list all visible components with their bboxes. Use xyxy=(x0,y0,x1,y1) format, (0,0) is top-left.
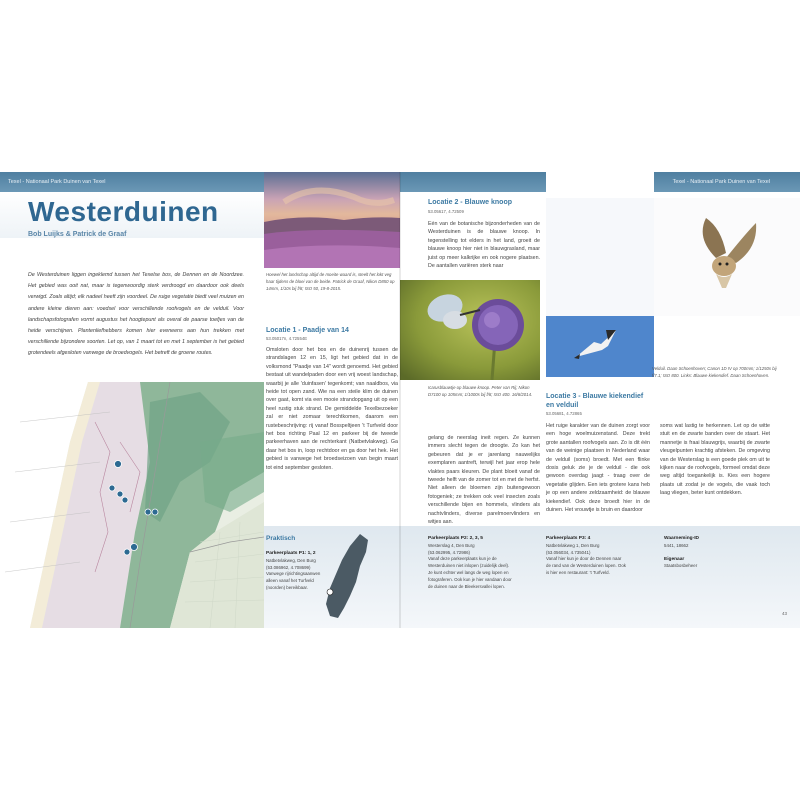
parking-p2-line: de duinen naar de Bleekersvallei lopen. xyxy=(428,583,505,589)
parking-p1-line: (53.086962, 4.708699) xyxy=(266,564,311,570)
butterfly-photo xyxy=(400,280,540,380)
location-1-coords: 53.05017n, 4.72554E xyxy=(266,336,308,341)
location-1-title: Locatie 1 - Paadje van 14 xyxy=(266,327,349,334)
owl-image xyxy=(546,198,800,316)
owl-caption: Velduil. Daan Schoenhoven; Canon 1D IV op 700mm; 1/1250s bij f/7.1; ISO 800. Links: Blauwe kiekendief. Daan Schoenhoven. xyxy=(652,366,777,378)
parking-p1-line: Natbetvlakweg, Den Burg xyxy=(266,557,316,563)
parking-p3-line: Natbetvlakweg 1, Den Burg xyxy=(546,542,600,548)
owl-photo xyxy=(546,198,800,316)
page-title: Westerduinen xyxy=(28,196,219,227)
practical-title: Praktisch xyxy=(266,535,296,542)
location-2-coords: 53.05617, 4.72509 xyxy=(428,209,464,214)
location-1-text: Omsloten door het bos en de duinenrij tussen de strandslagen 12 en 15, ligt het gebied dat in de volksmond "Paadje van 14" wordt genoemd. Het gebied bestaat uit wandelpaden door een vrij woest landschap, waarbij je alle 'duinfasen' tegenkomt; van naaldbos, via heide tot open zand. Wie na een steile klim de duinen over gaat, komt via een mooie strandopgang uit op een heel rustig stuk strand. De gemiddelde Texelbezoeker zal er niet zomaar terechtkomen, daarom een rustebeschrijving: rij vanaf Bosspeltjeen 't Turfveld door het bos richting Paal 12 en parkeer bij de tweede parkeerhaven aan de rechterkant (Natbetvlakweg). Ga daar het bos in, loop rechtdoor en ga door het hek. Het gebied is vanwege het broedseizoen van begin maart tot eind september gesloten. xyxy=(266,347,398,471)
harrier-photo xyxy=(546,312,654,377)
running-header-left: Texel - Nationaal Park Duinen van Texel xyxy=(0,172,264,192)
location-2-title: Locatie 2 - Blauwe knoop xyxy=(428,199,513,206)
parking-p3 xyxy=(546,535,658,577)
heath-image xyxy=(264,172,400,268)
parking-p2-line: Je kunt echter wel langs de weg lopen en xyxy=(428,569,509,575)
butterfly-caption: Icarusblauwtje op blauwe knoop. Peter van Rij; Nikon D7100 op 105mm; 1/1000s bij f/8; ISO 400. 16/8/2014. xyxy=(428,385,533,397)
parking-p1-title: Parkeerplaats P1: 1, 2 xyxy=(266,551,316,556)
parking-marker-p1 xyxy=(115,461,122,468)
parking-p3-title: Parkeerplaats P3: 4 xyxy=(546,536,591,541)
parking-p2-line: (53.062995, 4.72986) xyxy=(428,549,470,555)
parking-marker xyxy=(122,497,128,503)
sighting-id-value: 5441, 18662 xyxy=(664,542,689,548)
book-spread xyxy=(0,172,800,628)
parking-p1-line: alleen vanaf het Turfveld xyxy=(266,578,314,584)
owner-title: Eigenaar xyxy=(664,556,685,562)
intro-paragraph: De Westerduinen liggen ingeklemd tussen het Texelse bos, de Dennen en de Noordzee. Het gebied was ooit nat, maar is tegenwoordig sterk verdroogd en daardoor ook deels verwigd. Zoals altijd; elk nadeel heeft zijn voordeel. De ruige vegetatie biedt veel muizen en andere kleine dieren aan: voedsel voor verschillende roofvogels en de velduil. Voor landschapsfotografen vormt augustus het hoogtepunt als overal de paarse toefjes van de heide verschijnen. Plantenliefhebbers komen hier eveneens aan hun trekken met verschillende bijzondere soorten. Let op, van 1 maart tot en met 1 september is het gebied grotendeels afgesloten vanwege de broedvogels. Het betreft de groene routes. xyxy=(28,272,244,357)
parking-p1-line: Vanwege rijrichtingsaanwen xyxy=(266,571,321,577)
heath-caption: Hoewel het landschap altijd de moeite waard is, steelt het lokt veg haar tijdens de bloei van de beide. Patrick de Graaf, Nikon D850 op 14mm, 1/10s bij f/8; ISO 50, 19-8-2015. xyxy=(266,272,395,291)
location-marker xyxy=(124,549,130,555)
page-number: 43 xyxy=(782,611,788,616)
location-2-text-continued: gelang de neerslag ineit regen. Ze kunnen immers slecht tegen de droogte. Zo kan het gebeuren dat je er jarenlang nauwelijks exemplaren aantreft, terwijl het jaar erop hele vlaktes paars kleuren. De plant bloeit vanaf de tweede helft van de zomer tot en met de herfst. Niet alleen de bloemen zijn buitengewoon fotogeniek; ze trekken ook veel insecten zoals verschillende bijen en hommels, vlinders als nachtvlinders, diverse parelmoervlinders en witjes aan. xyxy=(428,435,540,526)
header-bar-segment xyxy=(400,172,546,192)
book-gutter xyxy=(399,172,401,628)
sighting-info xyxy=(664,535,764,570)
location-marker xyxy=(109,485,115,491)
owner-value: Staatsbosbeheer xyxy=(664,563,698,569)
area-map xyxy=(0,382,264,628)
location-3-coords: 53.05681, 4.72865 xyxy=(546,411,582,416)
parking-p2-line: Vanaf deze parkeerplaats kun je de xyxy=(428,556,497,562)
location-marker xyxy=(117,491,123,497)
harrier-image xyxy=(546,312,654,377)
heath-photo xyxy=(264,172,400,268)
sighting-id-title: Waarneming-ID xyxy=(664,536,700,541)
texel-island-map xyxy=(320,532,380,622)
parking-p1-line: (noorden) bereikbaar. xyxy=(266,584,308,590)
location-marker xyxy=(145,509,151,515)
parking-marker-p3 xyxy=(131,544,138,551)
butterfly-image xyxy=(400,280,540,380)
parking-marker-p2 xyxy=(152,509,158,515)
parking-p3-line: de rand van de Westerduinen lopen. Ook xyxy=(546,563,626,569)
parking-p3-line: (53.056034, 4.735041) xyxy=(546,549,591,555)
authors: Bob Luijks & Patrick de Graaf xyxy=(28,231,127,238)
running-header-right: Texel - Nationaal Park Duinen van Texel xyxy=(654,172,800,192)
parking-p2-title: Parkeerplaats P2: 2, 3, 5 xyxy=(428,536,483,541)
location-3-text: Het ruige karakter van de duinen zorgt voor een hoge woelmuizenstand. Deze trekt grote aantallen roofvogels aan. Zo is dit één van de weinige plaatsen in Nederland waar de velduil (soms) broedt. Met een flinke dosis geluk zie je de velduil - die ook gewoon overdag jaagt - traag over de vegetatie glijden. Een iets grotere kans heb je op een andere zeldzaamheid: de blauwe kiekendief. Ook deze broedt hier in de duinen. Het vrouwtje is bruin en daardoor xyxy=(546,423,650,514)
map-graphic xyxy=(0,382,264,628)
parking-p2 xyxy=(428,535,540,590)
location-2-text: Eén van de botanische bijzonderheden van de Westerduinen is de blauwe knoop. In tegenstelling tot elders in het land, groeit de blauwe knoop hier niet in blauwgrasland, maar juist op meer kalkrijke en ook nogere plaatsen. De aantallen variëren sterk naar xyxy=(428,221,540,270)
parking-p3-line: is hier een restaurant: 't Turfveld. xyxy=(546,569,610,575)
location-3-title: Locatie 3 - Blauwe kiekendief en velduil xyxy=(546,393,644,409)
parking-p2-line: Westerslag 4, Den Burg xyxy=(428,542,475,548)
parking-p2-line: Westerduinen niet inlopen (zuidelijk deel). xyxy=(428,563,510,569)
parking-p2-line: fotograferen. Ook kun je hier vandaan door xyxy=(428,576,512,582)
parking-p3-line: Vanaf hier kun je door de Dennen naar xyxy=(546,556,622,562)
location-3-text-continued: soms wat lastig te herkennen. Let op de witte stuit en de zwarte banden over de staart. Het mannetje is fraai blauwgrijs, waarbij de zwarte vleugelpunten krachtig afsteken. De omgeving van de Westerslag is een goede plek om uit te kijken naar de roofvogels, formeel omdat deze weg altijd toegankelijk is. Kies een hogere plaats uit zodat je de vogels, die vaak toch laag vliegen, beter kunt ontdekken. xyxy=(660,423,770,497)
